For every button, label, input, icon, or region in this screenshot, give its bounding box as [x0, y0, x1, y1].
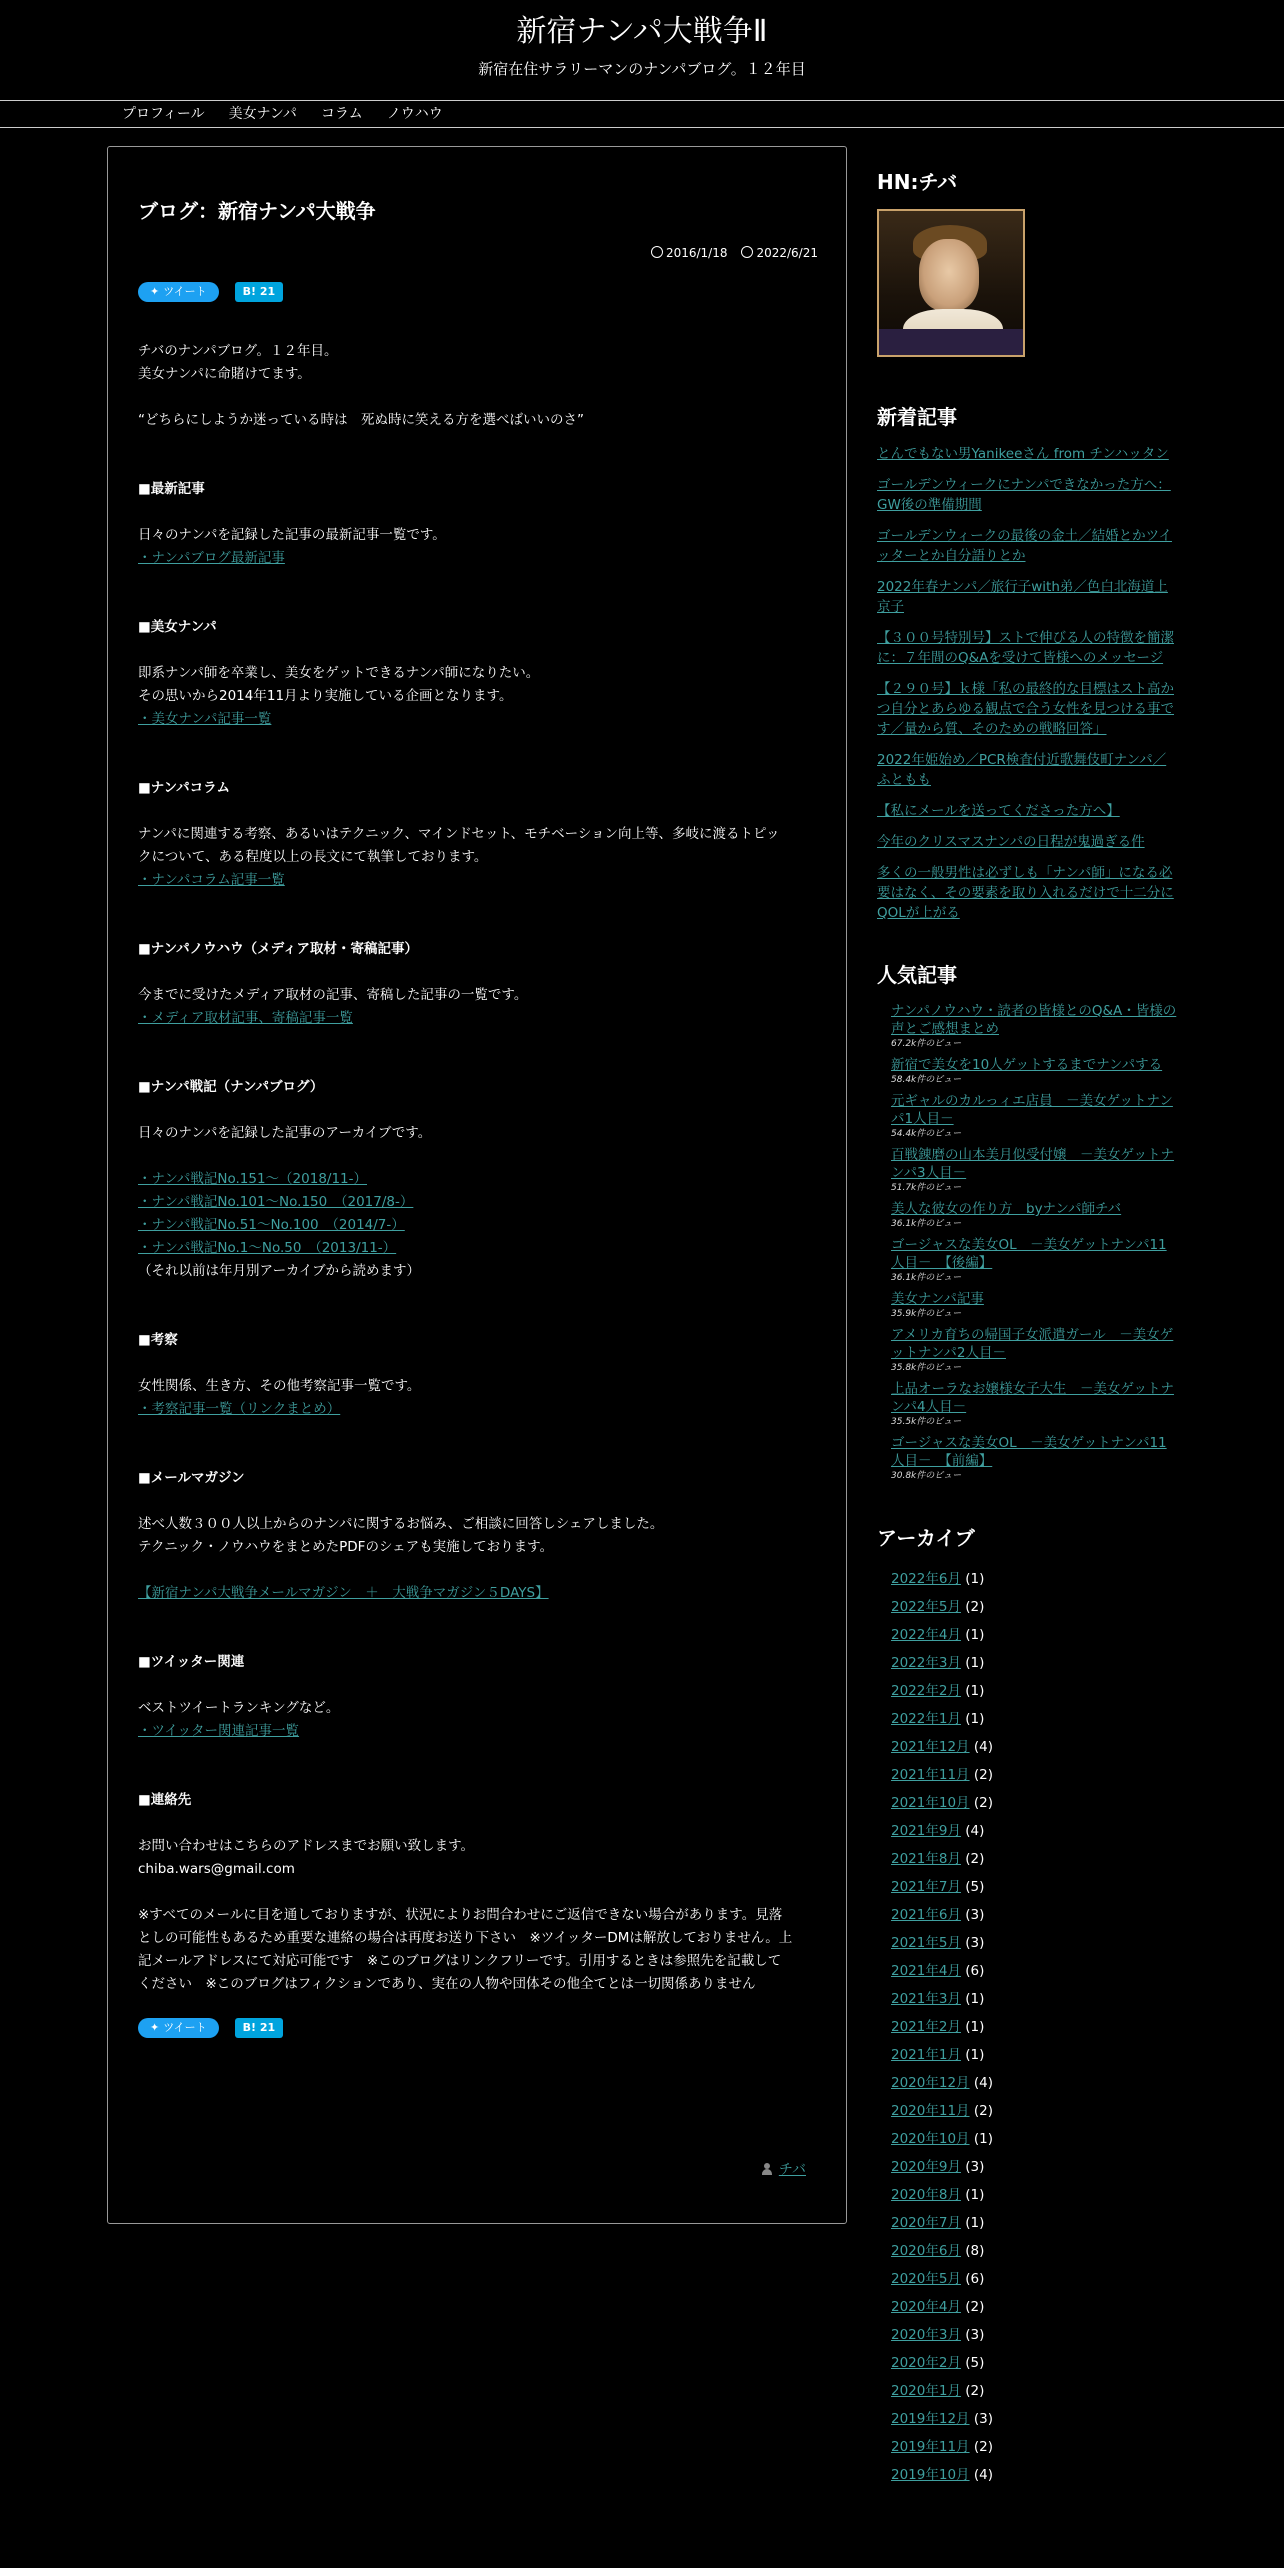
popular-post: [891, 1056, 1177, 1086]
popular-post: [891, 1290, 1177, 1320]
nav-item-column[interactable]: コラム: [320, 106, 363, 122]
archive-month-link[interactable]: 2020年12月: [891, 2075, 970, 2091]
archive-count: (1): [965, 2047, 985, 2063]
popular-post-link[interactable]: ゴージャスな美女OL －美女ゲットナンパ11人目－ 【前編】: [891, 1435, 1167, 1469]
archive-month-link[interactable]: 2021年2月: [891, 2019, 961, 2035]
section-heading: ■ナンパコラム: [138, 780, 230, 796]
view-count: 36.1k件のビュー: [891, 1219, 962, 1229]
twitter-list-link[interactable]: ・ツイッター関連記事一覧: [138, 1723, 300, 1739]
archive-count: (2): [973, 2103, 993, 2119]
archive-title: アーカイブ: [877, 1526, 975, 1550]
contact-note: 記メールアドレスにて対応可能です ※このブログはリンクフリーです。引用するときは参照先を記載して: [138, 1953, 782, 1969]
archive-item: [891, 1733, 1177, 1761]
senki-link[interactable]: ・ナンパ戦記No.151～（2018/11-）: [138, 1171, 368, 1187]
archive-item: [891, 2321, 1177, 2349]
contact-note: ください ※このブログはフィクションであり、実在の人物や団体その他全てとは一切関係ありません: [138, 1976, 756, 1992]
archive-count: (1): [965, 2215, 985, 2231]
section-text: 女性関係、生き方、その他考察記事一覧です。: [138, 1378, 421, 1394]
history-icon: [741, 246, 753, 258]
section-text: 即系ナンパ師を卒業し、美女をゲットできるナンパ師になりたい。: [138, 665, 540, 681]
popular-post: [891, 1326, 1177, 1374]
tweet-button[interactable]: ✦ ツイート: [138, 2018, 219, 2038]
archive-count: (1): [965, 1683, 985, 1699]
section-note: （それ以前は年月別アーカイブから読めます）: [138, 1263, 421, 1279]
archive-count: (2): [973, 1767, 993, 1783]
section-heading: ■連絡先: [138, 1792, 192, 1808]
archive-count: (2): [965, 1851, 985, 1867]
new-post-link[interactable]: 多くの一般男性は必ずしも「ナンパ師」になる必要はなく、その要素を取り入れるだけで十二分にQOLが上がる: [877, 865, 1174, 921]
archive-item: [891, 2181, 1177, 2209]
new-post-link[interactable]: 2022年姫始め／PCR検査付近歌舞伎町ナンパ／ふともも: [877, 752, 1167, 788]
archive-count: (1): [973, 2131, 993, 2147]
new-post-link[interactable]: ゴールデンウィークの最後の金土／結婚とかツイッターとか自分語りとか: [877, 528, 1172, 564]
view-count: 35.8k件のビュー: [891, 1363, 962, 1373]
popular-post: [891, 1434, 1177, 1482]
archive-count: (8): [965, 2243, 985, 2259]
new-posts-title: 新着記事: [877, 405, 957, 429]
archive-month-link[interactable]: 2022年2月: [891, 1683, 961, 1699]
archive-count: (5): [965, 2355, 985, 2371]
global-nav: [0, 100, 1284, 128]
popular-post: [891, 1200, 1177, 1230]
media-list-link[interactable]: ・メディア取材記事、寄稿記事一覧: [138, 1010, 353, 1026]
archive-count: (4): [973, 2467, 993, 2483]
archive-item: [891, 2265, 1177, 2293]
archive-month-link[interactable]: 2020年10月: [891, 2131, 970, 2147]
archive-item: [891, 2293, 1177, 2321]
archive-count: (2): [973, 1795, 993, 1811]
popular-post-link[interactable]: 美女ナンパ記事: [891, 1291, 984, 1307]
intro-line: チバのナンパブログ。１２年目。: [138, 343, 338, 359]
section-heading: ■最新記事: [138, 481, 205, 497]
quote: “どちらにしようか迷っている時は 死ぬ時に笑える方を選べばいいのさ”: [138, 412, 584, 428]
archive-item: [891, 2097, 1177, 2125]
bijo-list-link[interactable]: ・美女ナンパ記事一覧: [138, 711, 272, 727]
entry-body: [138, 340, 818, 1996]
archive-item: [891, 2405, 1177, 2433]
archive-item: [891, 2209, 1177, 2237]
site-title[interactable]: 新宿ナンパ大戦争Ⅱ: [516, 14, 768, 49]
archive-count: (2): [965, 2383, 985, 2399]
archive-item: [891, 2013, 1177, 2041]
archive-item: [891, 2349, 1177, 2377]
popular-post: [891, 1146, 1177, 1194]
section-heading: ■考察: [138, 1332, 178, 1348]
site-header: [0, 0, 1284, 86]
archive-month-link[interactable]: 2022年6月: [891, 1571, 961, 1587]
senki-link[interactable]: ・ナンパ戦記No.1～No.50 （2013/11-）: [138, 1240, 397, 1256]
popular-post: [891, 1002, 1177, 1050]
archive-count: (3): [965, 2159, 985, 2175]
archive-item: [891, 2125, 1177, 2153]
senki-link[interactable]: ・ナンパ戦記No.101～No.150 （2017/8-）: [138, 1194, 414, 1210]
new-post-link[interactable]: 【２９０号】ｋ様「私の最終的な目標はスト高かつ自分とあらゆる観点で合う女性を見つける事です／量から質、そのための戦略回答」: [877, 681, 1174, 737]
archive-month-link[interactable]: 2020年8月: [891, 2187, 961, 2203]
archive-count: (4): [973, 2075, 993, 2091]
column-list-link[interactable]: ・ナンパコラム記事一覧: [138, 872, 285, 888]
updated-date: 2022/6/21: [741, 246, 818, 260]
archive-item: [891, 2153, 1177, 2181]
nav-item-knowhow[interactable]: ノウハウ: [386, 106, 443, 122]
archive-item: [891, 2461, 1177, 2489]
archive-month-link[interactable]: 2020年6月: [891, 2243, 961, 2259]
mailmag-link[interactable]: 【新宿ナンパ大戦争メールマガジン ＋ 大戦争マガジン５DAYS】: [138, 1585, 549, 1601]
popular-posts-list: [877, 1002, 1177, 1482]
archive-count: (1): [965, 2019, 985, 2035]
archive-month-link[interactable]: 2019年10月: [891, 2467, 970, 2483]
published-date: 2016/1/18: [651, 246, 728, 260]
archive-item: [891, 1761, 1177, 1789]
popular-post-link[interactable]: 百戦錬磨の山本美月似受付嬢 －美女ゲットナンパ3人目－: [891, 1147, 1174, 1181]
archive-count: (2): [965, 1599, 985, 1615]
section-text: その思いから2014年11月より実施している企画となります。: [138, 688, 513, 704]
view-count: 36.1k件のビュー: [891, 1273, 962, 1283]
archive-month-link[interactable]: 2021年10月: [891, 1795, 970, 1811]
archive-month-link[interactable]: 2020年2月: [891, 2355, 961, 2371]
archive-item: [891, 2377, 1177, 2405]
archive-month-link[interactable]: 2021年5月: [891, 1935, 961, 1951]
view-count: 35.9k件のビュー: [891, 1309, 962, 1319]
archive-month-link[interactable]: 2021年7月: [891, 1879, 961, 1895]
new-post-link[interactable]: 今年のクリスマスナンパの日程が鬼過ぎる件: [877, 834, 1145, 850]
archive-item: [891, 1677, 1177, 1705]
section-text: 日々のナンパを記録した記事の最新記事一覧です。: [138, 527, 446, 543]
archive-month-link[interactable]: 2021年6月: [891, 1907, 961, 1923]
section-text: 日々のナンパを記録した記事のアーカイブです。: [138, 1125, 432, 1141]
archive-count: (3): [965, 1935, 985, 1951]
popular-posts-title: 人気記事: [877, 963, 957, 987]
archive-item: [891, 1593, 1177, 1621]
kousatsu-link[interactable]: ・考察記事一覧（リンクまとめ）: [138, 1401, 341, 1417]
tweet-button[interactable]: ✦ ツイート: [138, 282, 219, 302]
latest-posts-link[interactable]: ・ナンパブログ最新記事: [138, 550, 285, 566]
archive-count: (4): [973, 1739, 993, 1755]
new-post-link[interactable]: 2022年春ナンパ／旅行子with弟／色白北海道上京子: [877, 579, 1168, 615]
archive-item: [891, 1649, 1177, 1677]
archive-month-link[interactable]: 2020年5月: [891, 2271, 961, 2287]
nav-item-profile[interactable]: プロフィール: [122, 106, 205, 122]
archive-month-link[interactable]: 2021年1月: [891, 2047, 961, 2063]
intro-line: 美女ナンパに命賭けてます。: [138, 366, 311, 382]
view-count: 30.8k件のビュー: [891, 1471, 962, 1481]
section-heading: ■ツイッター関連: [138, 1654, 245, 1670]
archive-month-link[interactable]: 2021年11月: [891, 1767, 970, 1783]
popular-post-link[interactable]: 美人な彼女の作り方 byナンパ師チバ: [891, 1201, 1122, 1217]
section-text: 今までに受けたメディア取材の記事、寄稿した記事の一覧です。: [138, 987, 528, 1003]
archive-month-link[interactable]: 2021年9月: [891, 1823, 961, 1839]
archive-count: (1): [965, 1655, 985, 1671]
section-text: 述べ人数３００人以上からのナンパに関するお悩み、ご相談に回答しシェアしました。: [138, 1516, 664, 1532]
site-description: 新宿在住サラリーマンのナンパブログ。１２年目: [478, 60, 806, 78]
archive-item: [891, 1873, 1177, 1901]
archive-list: [877, 1565, 1177, 2489]
section-heading: ■美女ナンパ: [138, 619, 217, 635]
contact-note: ※すべてのメールに目を通しておりますが、状況によりお問合わせにご返信できない場合があります。見落: [138, 1907, 783, 1923]
entry-dates: [651, 246, 818, 260]
view-count: 54.4k件のビュー: [891, 1129, 962, 1139]
popular-post-link[interactable]: 元ギャルのカルっィエ店員 －美女ゲットナンパ1人目－: [891, 1093, 1173, 1127]
entry-title: ブログ：新宿ナンパ大戦争: [138, 199, 376, 223]
archive-item: [891, 1621, 1177, 1649]
view-count: 67.2k件のビュー: [891, 1039, 962, 1049]
share-buttons-top: [138, 282, 283, 302]
person-icon: [761, 2163, 773, 2175]
section-text: ナンパに関連する考察、あるいはテクニック、マインドセット、モチベーション向上等、多岐に渡るトピッ: [138, 826, 780, 842]
archive-month-link[interactable]: 2020年7月: [891, 2215, 961, 2231]
section-heading: ■ナンパノウハウ（メディア取材・寄稿記事）: [138, 941, 419, 957]
popular-post: [891, 1092, 1177, 1140]
new-post-link[interactable]: とんでもない男Yanikeeさん from チンハッタン: [877, 446, 1169, 462]
archive-month-link[interactable]: 2019年12月: [891, 2411, 970, 2427]
archive-count: (2): [973, 2439, 993, 2455]
archive-month-link[interactable]: 2021年4月: [891, 1963, 961, 1979]
avatar: [877, 209, 1025, 357]
new-posts-list: [877, 444, 1177, 923]
archive-month-link[interactable]: 2022年1月: [891, 1711, 961, 1727]
archive-month-link[interactable]: 2022年4月: [891, 1627, 961, 1643]
archive-month-link[interactable]: 2020年11月: [891, 2103, 970, 2119]
senki-link[interactable]: ・ナンパ戦記No.51～No.100 （2014/7-）: [138, 1217, 405, 1233]
new-post-link[interactable]: 【３００号特別号】ストで伸びる人の特徴を簡潔に：７年間のQ&Aを受けて皆様へのメッセージ: [877, 630, 1174, 666]
share-buttons-bottom: [138, 2018, 283, 2038]
author-link[interactable]: チバ: [778, 2162, 806, 2178]
archive-item: [891, 1789, 1177, 1817]
archive-item: [891, 1957, 1177, 1985]
archive-count: (1): [965, 1571, 985, 1587]
archive-item: [891, 1845, 1177, 1873]
popular-post-link[interactable]: アメリカ育ちの帰国子女派遣ガール －美女ゲットナンパ2人目－: [891, 1327, 1174, 1361]
popular-post-link[interactable]: ゴージャスな美女OL －美女ゲットナンパ11人目－ 【後編】: [891, 1237, 1167, 1271]
hatena-bookmark-button[interactable]: B! 21: [235, 282, 284, 302]
author-byline: [761, 2159, 806, 2179]
twitter-bird-icon: ✦: [150, 285, 160, 298]
archive-month-link[interactable]: 2021年12月: [891, 1739, 970, 1755]
hatena-bookmark-button[interactable]: B! 21: [235, 2018, 284, 2038]
archive-item: [891, 1565, 1177, 1593]
archive-month-link[interactable]: 2020年3月: [891, 2327, 961, 2343]
archive-count: (3): [965, 1907, 985, 1923]
archive-item: [891, 1705, 1177, 1733]
clock-icon: [651, 246, 663, 258]
archive-item: [891, 2433, 1177, 2461]
archive-item: [891, 2237, 1177, 2265]
section-heading: ■メールマガジン: [138, 1470, 245, 1486]
contact-note: としの可能性もあるため重要な連絡の場合は再度お送り下さい ※ツイッターDMは解放しておりません。上: [138, 1930, 793, 1946]
nav-item-bijo[interactable]: 美女ナンパ: [228, 106, 297, 122]
sidebar: [877, 146, 1177, 2489]
archive-count: (2): [965, 2299, 985, 2315]
popular-post-link[interactable]: ナンパノウハウ・読者の皆様とのQ&A・皆様の声とご感想まとめ: [891, 1003, 1177, 1037]
archive-item: [891, 1929, 1177, 1957]
profile-title: HN:チバ: [877, 170, 958, 194]
archive-month-link[interactable]: 2022年3月: [891, 1655, 961, 1671]
archive-item: [891, 2041, 1177, 2069]
contact-email: chiba.wars@gmail.com: [138, 1861, 295, 1877]
section-text: テクニック・ノウハウをまとめたPDFのシェアも実施しております。: [138, 1539, 554, 1555]
section-text: クについて、ある程度以上の長文にて執筆しております。: [138, 849, 488, 865]
section-text: ベストツイートランキングなど。: [138, 1700, 340, 1716]
archive-count: (1): [965, 2187, 985, 2203]
archive-month-link[interactable]: 2021年3月: [891, 1991, 961, 2007]
archive-month-link[interactable]: 2020年4月: [891, 2299, 961, 2315]
section-text: お問い合わせはこちらのアドレスまでお願い致します。: [138, 1838, 475, 1854]
archive-count: (6): [965, 1963, 985, 1979]
archive-month-link[interactable]: 2022年5月: [891, 1599, 961, 1615]
archive-count: (3): [965, 2327, 985, 2343]
view-count: 35.5k件のビュー: [891, 1417, 962, 1427]
archive-count: (4): [965, 1823, 985, 1839]
archive-count: (1): [965, 1711, 985, 1727]
archive-month-link[interactable]: 2019年11月: [891, 2439, 970, 2455]
popular-post-link[interactable]: 上品オーラなお嬢様女子大生 －美女ゲットナンパ4人目－: [891, 1381, 1174, 1415]
archive-item: [891, 1817, 1177, 1845]
view-count: 58.4k件のビュー: [891, 1075, 962, 1085]
new-post-link[interactable]: 【私にメールを送ってくださった方へ】: [877, 803, 1120, 819]
popular-post: [891, 1236, 1177, 1284]
archive-item: [891, 1985, 1177, 2013]
archive-item: [891, 1901, 1177, 1929]
main-content: [107, 146, 847, 2224]
twitter-bird-icon: ✦: [150, 2021, 160, 2034]
archive-item: [891, 2069, 1177, 2097]
archive-count: (5): [965, 1879, 985, 1895]
popular-post: [891, 1380, 1177, 1428]
popular-post-link[interactable]: 新宿で美女を10人ゲットするまでナンパする: [891, 1057, 1163, 1073]
view-count: 51.7k件のビュー: [891, 1183, 962, 1193]
archive-month-link[interactable]: 2020年9月: [891, 2159, 961, 2175]
archive-count: (1): [965, 1627, 985, 1643]
archive-count: (3): [973, 2411, 993, 2427]
new-post-link[interactable]: ゴールデンウィークにナンパできなかった方へ：GW後の準備期間: [877, 477, 1171, 513]
archive-month-link[interactable]: 2020年1月: [891, 2383, 961, 2399]
archive-count: (1): [965, 1991, 985, 2007]
archive-month-link[interactable]: 2021年8月: [891, 1851, 961, 1867]
section-heading: ■ナンパ戦記（ナンパブログ）: [138, 1079, 324, 1095]
archive-count: (6): [965, 2271, 985, 2287]
